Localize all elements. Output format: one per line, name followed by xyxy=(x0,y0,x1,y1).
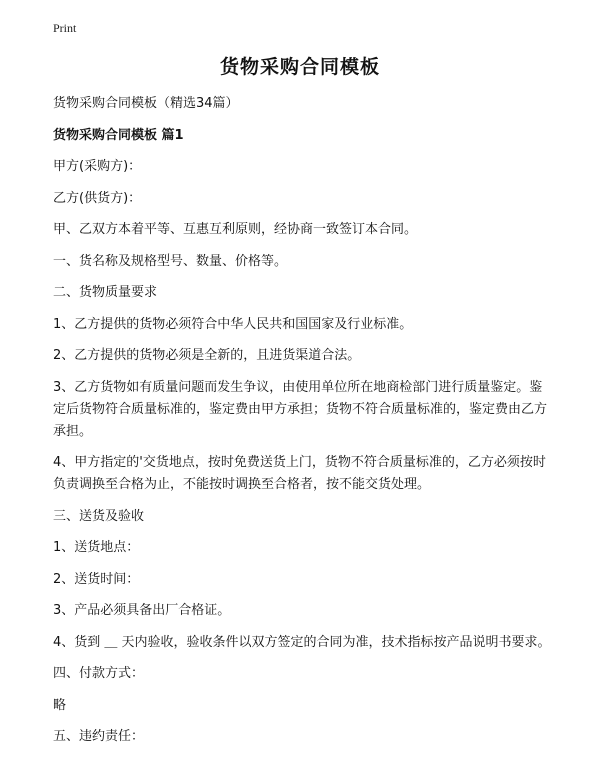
document-subtitle: 货物采购合同模板（精选34篇） xyxy=(53,96,239,111)
paragraph-clause-3-3: 3、产品必须具备出厂合格证。 xyxy=(53,603,231,618)
document-body xyxy=(53,93,551,758)
paragraph-clause-2-heading: 二、货物质量要求 xyxy=(53,285,158,300)
paragraph-party-a: 甲方(采购方)： xyxy=(53,159,142,174)
paragraph-clause-2-2: 2、乙方提供的货物必须是全新的，且进货渠道合法。 xyxy=(53,348,361,363)
paragraph-clause-3-heading: 三、送货及验收 xyxy=(53,508,145,524)
paragraph-clause-1: 一、货名称及规格型号、数量、价格等。 xyxy=(53,253,288,269)
paragraph-clause-3-4: 4、货到 ＿ 天内验收，验收条件以双方签定的合同为准，技术指标按产品说明书要求。 xyxy=(53,634,551,650)
paragraph-clause-2-3: 3、乙方货物如有质量问题而发生争议，由使用单位所在地商检部门进行质量鉴定。鉴定后货物符合质量标准的，鉴定费由甲方承担；货物不符合质量标准的，鉴定费由乙方承担。 xyxy=(53,379,548,439)
section-heading: 货物采购合同模板 篇1 xyxy=(53,127,184,143)
paragraph-clause-4-body: 略 xyxy=(53,697,67,713)
paragraph-clause-3-2: 2、送货时间： xyxy=(53,571,140,587)
paragraph-clause-2-4: 4、甲方指定的'交货地点，按时免费送货上门，货物不符合质量标准的，乙方必须按时负责调换至合格为止，不能按时调换至合格者，按不能交货处理。 xyxy=(53,455,546,492)
print-label: Print xyxy=(53,21,77,35)
document-title: 货物采购合同模板 xyxy=(219,56,380,78)
paragraph-clause-4-heading: 四、付款方式： xyxy=(53,666,145,681)
paragraph-intro: 甲、乙双方本着平等、互惠互利原则，经协商一致签订本合同。 xyxy=(53,222,418,237)
paragraph-party-b: 乙方(供货方)： xyxy=(53,190,142,206)
paragraph-clause-5-heading: 五、违约责任： xyxy=(53,729,145,744)
paragraph-clause-2-1: 1、乙方提供的货物必须符合中华人民共和国国家及行业标准。 xyxy=(53,316,413,332)
paragraph-clause-3-1: 1、送货地点： xyxy=(53,540,140,555)
